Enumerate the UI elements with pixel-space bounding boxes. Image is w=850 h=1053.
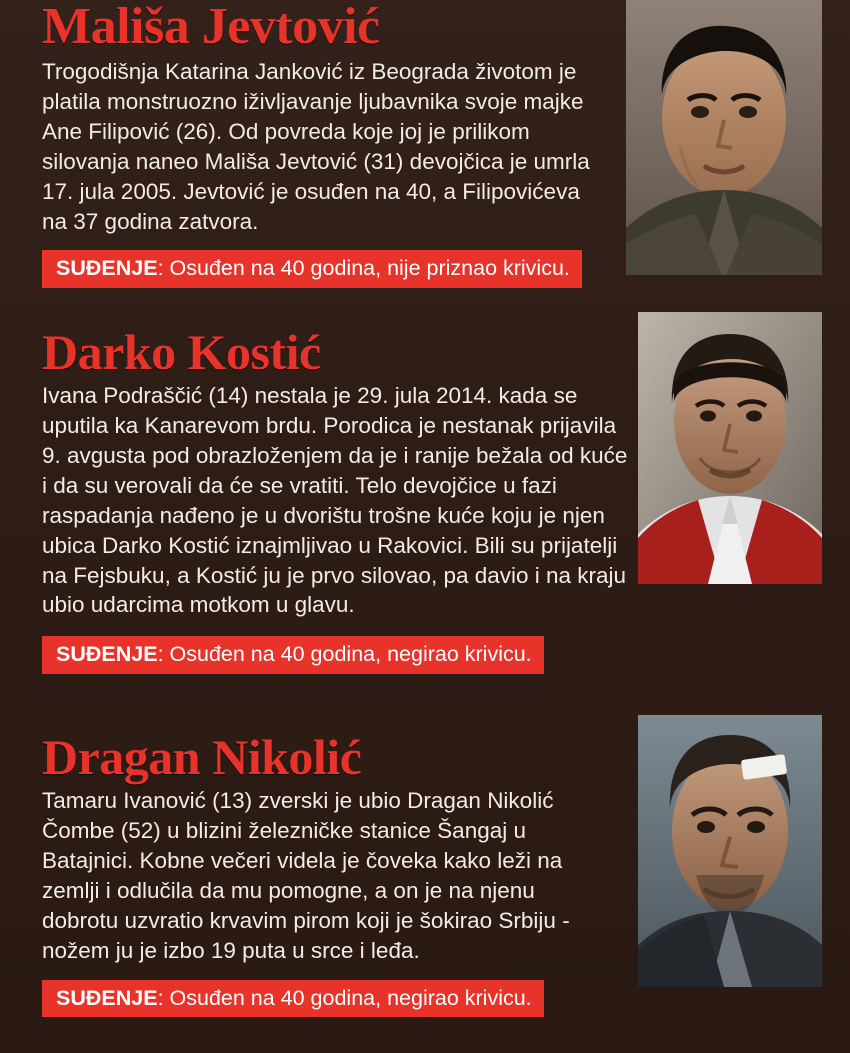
- verdict-badge: [42, 250, 582, 287]
- verdict-label: SUĐENJE: [56, 985, 158, 1010]
- verdict-row: [42, 980, 614, 1017]
- case-text-block: [0, 310, 850, 674]
- case-body: Trogodišnja Katarina Janković iz Beograda životom je platila monstruozno iživljavanje ljubavnika svoje majke Ane Filipović (26). Od povreda koje joj je prilikom silovanja naneo Mališa Jevtović (31) devojčica je umrla 17. jula 2005. Jevtović je osuđen na 40, a Filipovićeva na 37 godina zatvora.: [42, 58, 590, 234]
- verdict-label: SUĐENJE: [56, 256, 158, 281]
- case-entry: [0, 310, 850, 715]
- verdict-badge: [42, 980, 544, 1017]
- case-body: Tamaru Ivanović (13) zverski je ubio Dragan Nikolić Čombe (52) u blizini železničke stanice Šangaj u Batajnici. Kobne večeri videla je čoveka kako leži na zemlji i odlučila da mu pomogne, a on je na njenu dobrotu uzvratio krvavim pirom koji je šokirao Srbiju - nožem ju je izbo 19 puta u srce i leđa.: [42, 788, 570, 963]
- case-text-block: [0, 715, 850, 1017]
- verdict-row: [42, 250, 614, 287]
- verdict-badge: [42, 636, 544, 673]
- verdict-text: : Osuđen na 40 godina, negirao krivicu.: [157, 642, 532, 667]
- verdict-row: [42, 636, 614, 673]
- verdict-text: : Osuđen na 40 godina, nije priznao krivicu.: [157, 256, 570, 281]
- case-text-block: [0, 0, 850, 288]
- case-entry: [0, 715, 850, 1053]
- case-body: Ivana Podraščić (14) nestala je 29. jula 2014. kada se uputila ka Kanarevom brdu. Porodica je nestanak prijavila 9. avgusta pod obrazloženjem da je i ranije bežala od kuće i da su verovali da će se vratiti. Telo devojčice u fazi raspadanja nađeno je u dvorištu trošne kuće koju je njen ubica Darko Kostić iznajmljivao u Rakovici. Bili su prijatelji na Fejsbuku, a Kostić ju je prvo silovao, pa davio i na kraju ubio udarcima motkom u glavu.: [42, 383, 628, 618]
- verdict-text: : Osuđen na 40 godina, negirao krivicu.: [157, 985, 532, 1010]
- case-headline: Dragan Nikolić: [42, 729, 362, 785]
- verdict-label: SUĐENJE: [56, 642, 158, 667]
- case-headline: Darko Kostić: [42, 324, 321, 380]
- case-headline: Mališa Jevtović: [42, 0, 380, 55]
- case-entry: [0, 0, 850, 310]
